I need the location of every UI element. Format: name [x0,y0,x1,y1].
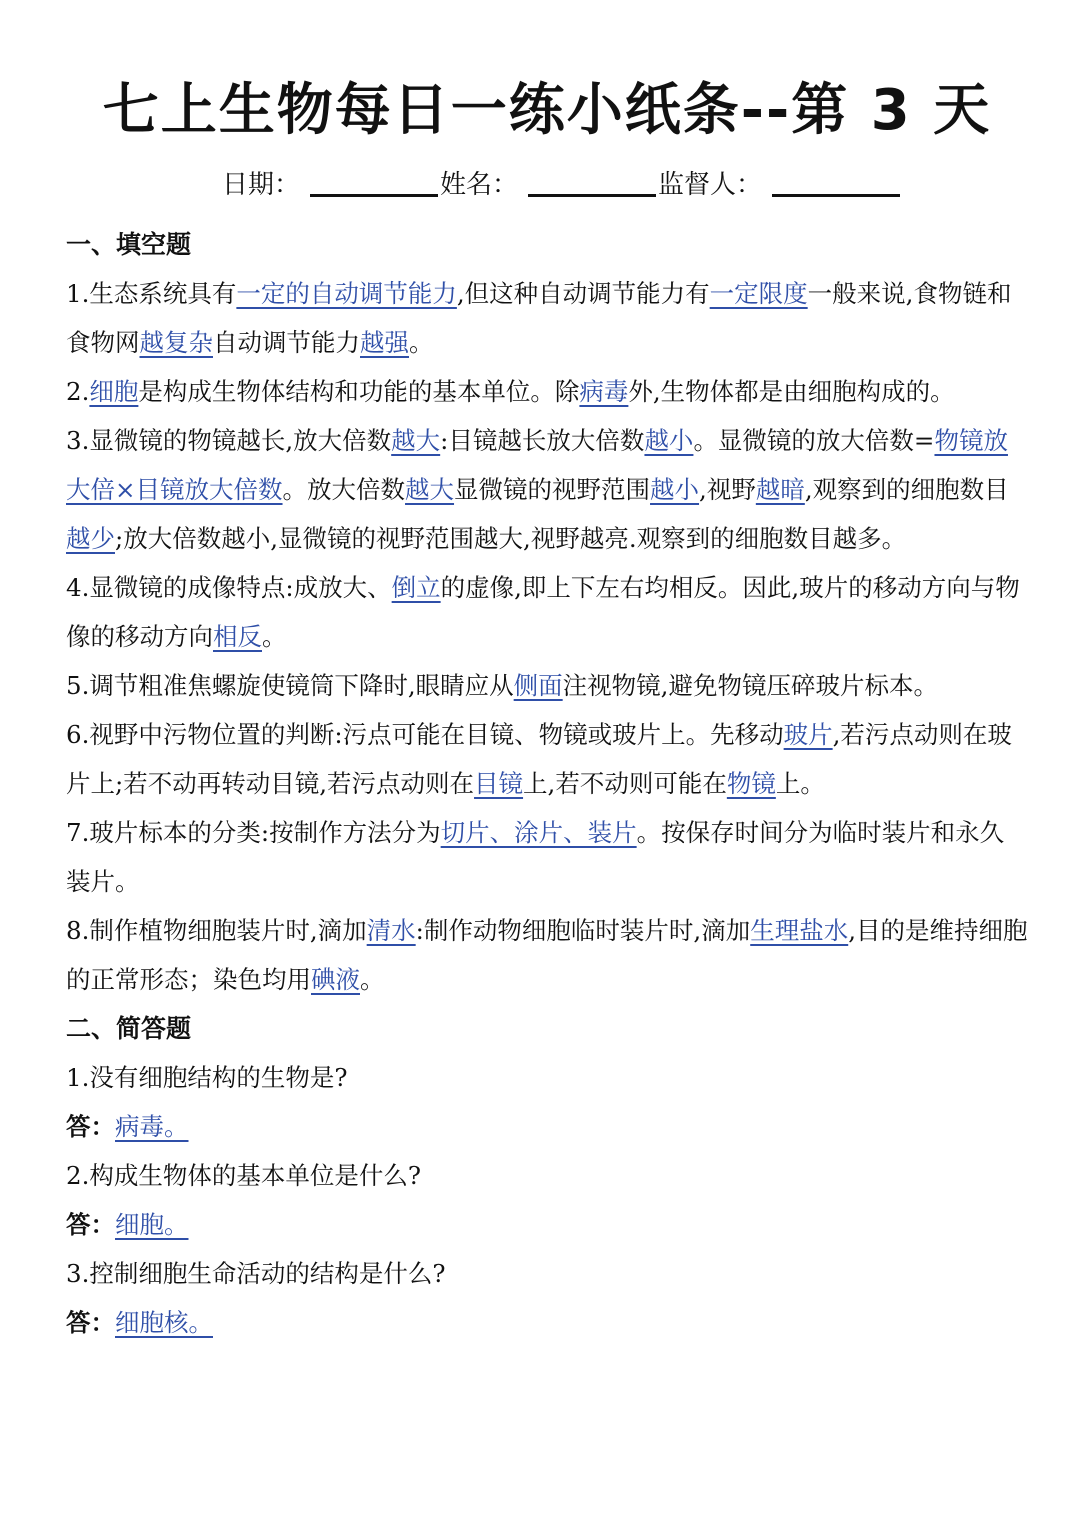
name-label: 姓名： [439,170,518,200]
answer-text: 细胞 [89,377,139,406]
answer-text: 一定限度 [709,279,808,308]
short-answer-line [66,1200,1028,1249]
answer-text: 相反 [213,622,262,651]
question-text: 。显微镜的放大倍数= [693,426,935,455]
section-short-answer-heading: 二、简答题 [66,1014,192,1043]
answer-text: 生理盐水 [750,916,849,945]
answer-text: 细胞。 [115,1210,189,1239]
answer-text: 越大 [405,475,455,504]
fill-blank-item [66,269,1028,367]
answer-text: 越少 [66,524,115,553]
answer-text: 越复杂 [139,328,213,357]
answer-text: 越小 [644,426,694,455]
fill-blank-item [66,661,1028,710]
question-text: ;放大倍数越小,显微镜的视野范围越大,视野越亮.观察到的细胞数目越多。 [115,524,907,553]
question-text: ,但这种自动调节能力有 [456,279,710,308]
question-text: 6.视野中污物位置的判断:污点可能在目镜、物镜或玻片上。先移动 [66,720,784,749]
answer-text: 越暗 [755,475,805,504]
answer-label: 答： [66,1308,115,1337]
answer-text: 一定的自动调节能力 [236,279,457,308]
fill-blank-item [66,906,1028,1004]
answer-text: 侧面 [513,671,563,700]
short-answer-line [66,1298,1028,1347]
question-text: 2. [66,377,90,406]
question-text: 自动调节能力 [213,328,360,357]
answer-label: 答： [66,1112,115,1141]
question-text: ,观察到的细胞数目 [804,475,1009,504]
question-text: ,视野 [699,475,756,504]
short-question: 1.没有细胞结构的生物是? [66,1063,348,1092]
fill-blank-item [66,367,1028,416]
short-question: 2.构成生物体的基本单位是什么? [66,1161,422,1190]
meta-line [66,164,1028,204]
question-text: 4.显微镜的成像特点:成放大、 [66,573,392,602]
short-question: 3.控制细胞生命活动的结构是什么? [66,1259,446,1288]
fill-blank-list [66,269,1028,1004]
question-text: 3.显微镜的物镜越长,放大倍数 [66,426,392,455]
question-text: 。 [360,965,385,994]
answer-text: 越强 [360,328,409,357]
answer-text: 碘液 [311,965,360,994]
answer-text: 物镜放大倍×目镜放大倍数 [66,426,1008,504]
section-fill-blank-heading: 一、填空题 [66,230,192,259]
date-blank [310,164,438,197]
answer-text: 物镜 [726,769,776,798]
answer-text: 清水 [366,916,416,945]
name-blank [528,164,656,197]
question-text: 显微镜的视野范围 [454,475,651,504]
short-answer-list [66,1053,1028,1347]
question-text: 一般来说,食物链和食物网 [66,279,1012,357]
question-text: 1.生态系统具有 [66,279,237,308]
short-answer-line [66,1102,1028,1151]
fill-blank-item [66,808,1028,906]
answer-text: 越小 [650,475,700,504]
question-text: 是构成生物体结构和功能的基本单位。除 [138,377,580,406]
date-label: 日期： [221,170,300,200]
answer-text: 越大 [391,426,441,455]
answer-text: 玻片 [783,720,833,749]
fill-blank-item [66,563,1028,661]
supervisor-blank [772,164,900,197]
question-text: 8.制作植物细胞装片时,滴加 [66,916,367,945]
question-text: ,若污点动则在玻片上;若不动再转动目镜,若污点动则在 [66,720,1012,798]
question-text: 5.调节粗准焦螺旋使镜筒下降时,眼睛应从 [66,671,514,700]
question-text: 。 [262,622,287,651]
question-text: 上,若不动则可能在 [523,769,727,798]
page-title: 七上生物每日一练小纸条--第 3 天 [102,78,992,143]
answer-text: 切片、涂片、装片 [440,818,637,847]
answer-label: 答： [66,1210,115,1239]
fill-blank-item [66,416,1028,563]
supervisor-label: 监督人： [658,170,763,200]
question-text: 。按保存时间分为临时装片和永久装片。 [66,818,1005,896]
question-text: 注视物镜,避免物镜压碎玻片标本。 [562,671,938,700]
question-text: :目镜越长放大倍数 [440,426,645,455]
question-text: 的虚像,即上下左右均相反。因此,玻片的移动方向与物像的移动方向 [66,573,1020,651]
answer-text: 病毒。 [115,1112,189,1141]
worksheet-content [66,220,1028,1347]
question-text: :制作动物细胞临时装片时,滴加 [415,916,751,945]
answer-text: 目镜 [474,769,524,798]
question-text: 。放大倍数 [282,475,406,504]
answer-text: 病毒 [579,377,629,406]
fill-blank-item [66,710,1028,808]
question-text: 外,生物体都是由细胞构成的。 [628,377,955,406]
answer-text: 细胞核。 [115,1308,213,1337]
question-text: 。 [409,328,434,357]
question-text: 7.玻片标本的分类:按制作方法分为 [66,818,441,847]
question-text: 上。 [775,769,825,798]
question-text: ,目的是维持细胞的正常形态；染色均用 [66,916,1028,994]
answer-text: 倒立 [391,573,441,602]
